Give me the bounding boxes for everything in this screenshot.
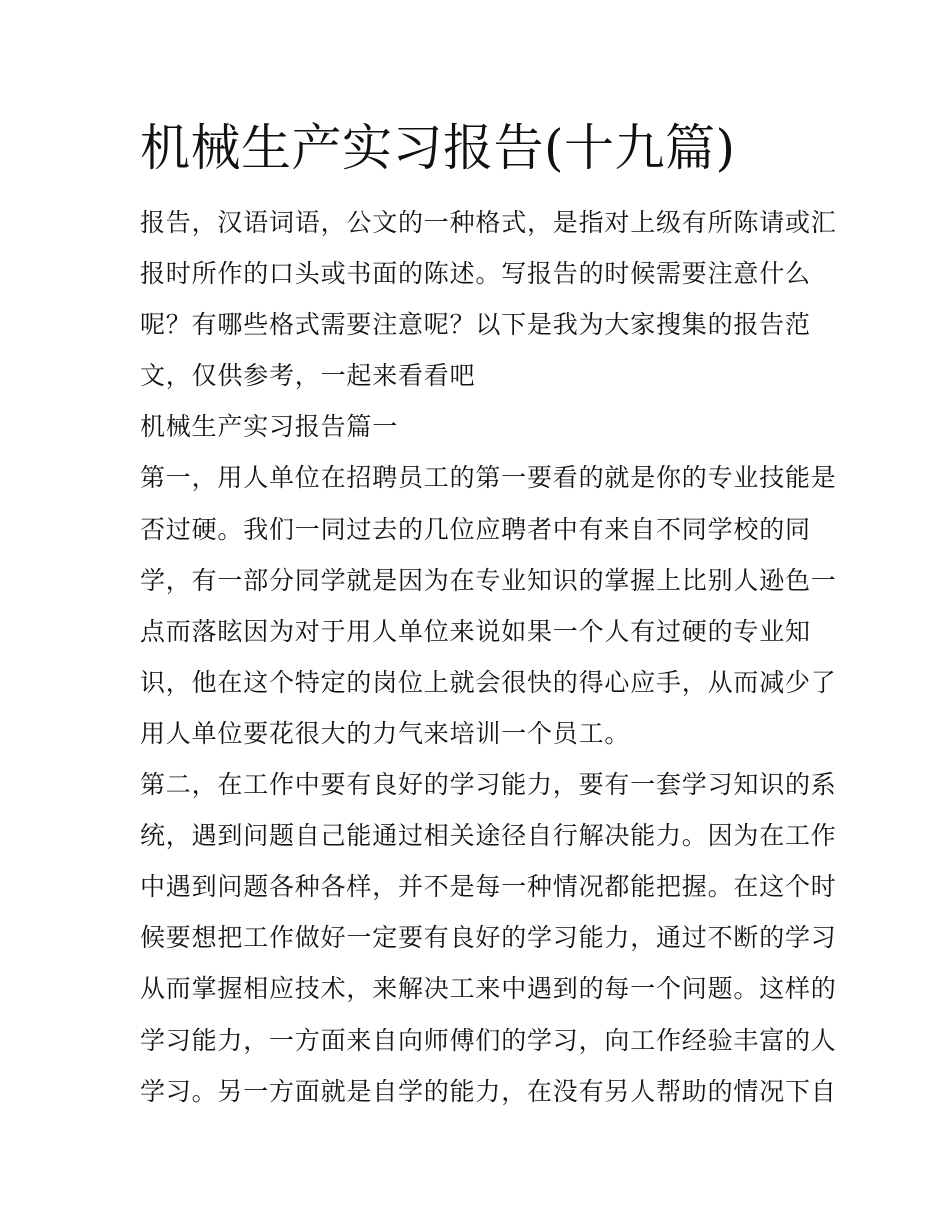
- text-line: 呢？有哪些格式需要注意呢？以下是我为大家搜集的报告范: [140, 310, 811, 340]
- text-line: 报时所作的口头或书面的陈述。写报告的时候需要注意什么: [140, 259, 811, 289]
- text-line: 候要想把工作做好一定要有良好的学习能力，通过不断的学习: [140, 923, 837, 953]
- text-line: 报告，汉语词语，公文的一种格式，是指对上级有所陈请或汇: [140, 208, 837, 237]
- text-line: 点而落眩因为对于用人单位来说如果一个人有过硬的专业知: [140, 616, 811, 646]
- text-line: 中遇到问题各种各样，并不是每一种情况都能把握。在这个时: [140, 872, 837, 902]
- text-line: 否过硬。我们一同过去的几位应聘者中有来自不同学校的同: [140, 514, 811, 544]
- text-line: 学习能力，一方面来自向师傅们的学习，向工作经验丰富的人: [140, 1025, 837, 1055]
- text-line: 第一，用人单位在招聘员工的第一要看的就是你的专业技能是: [140, 463, 837, 493]
- text-line: 统，遇到问题自己能通过相关途径自行解决能力。因为在工作: [140, 821, 837, 851]
- text-line: 识，他在这个特定的岗位上就会很快的得心应手，从而减少了: [140, 667, 837, 697]
- section-heading: 机械生产实习报告篇一: [140, 412, 399, 442]
- document-title: 机械生产实习报告(十九篇): [140, 119, 736, 177]
- text-line: 学，有一部分同学就是因为在专业知识的掌握上比别人逊色一: [140, 565, 837, 595]
- text-line: 第二，在工作中要有良好的学习能力，要有一套学习知识的系: [140, 770, 837, 800]
- text-line: 从而掌握相应技术，来解决工来中遇到的每一个问题。这样的: [140, 974, 837, 1004]
- text-line: 学习。另一方面就是自学的能力，在没有另人帮助的情况下自: [140, 1076, 837, 1106]
- document-body: [140, 197, 837, 1117]
- text-line: 文，仅供参考，一起来看看吧: [140, 361, 476, 391]
- text-line: 用人单位要花很大的力气来培训一个员工。: [140, 718, 631, 748]
